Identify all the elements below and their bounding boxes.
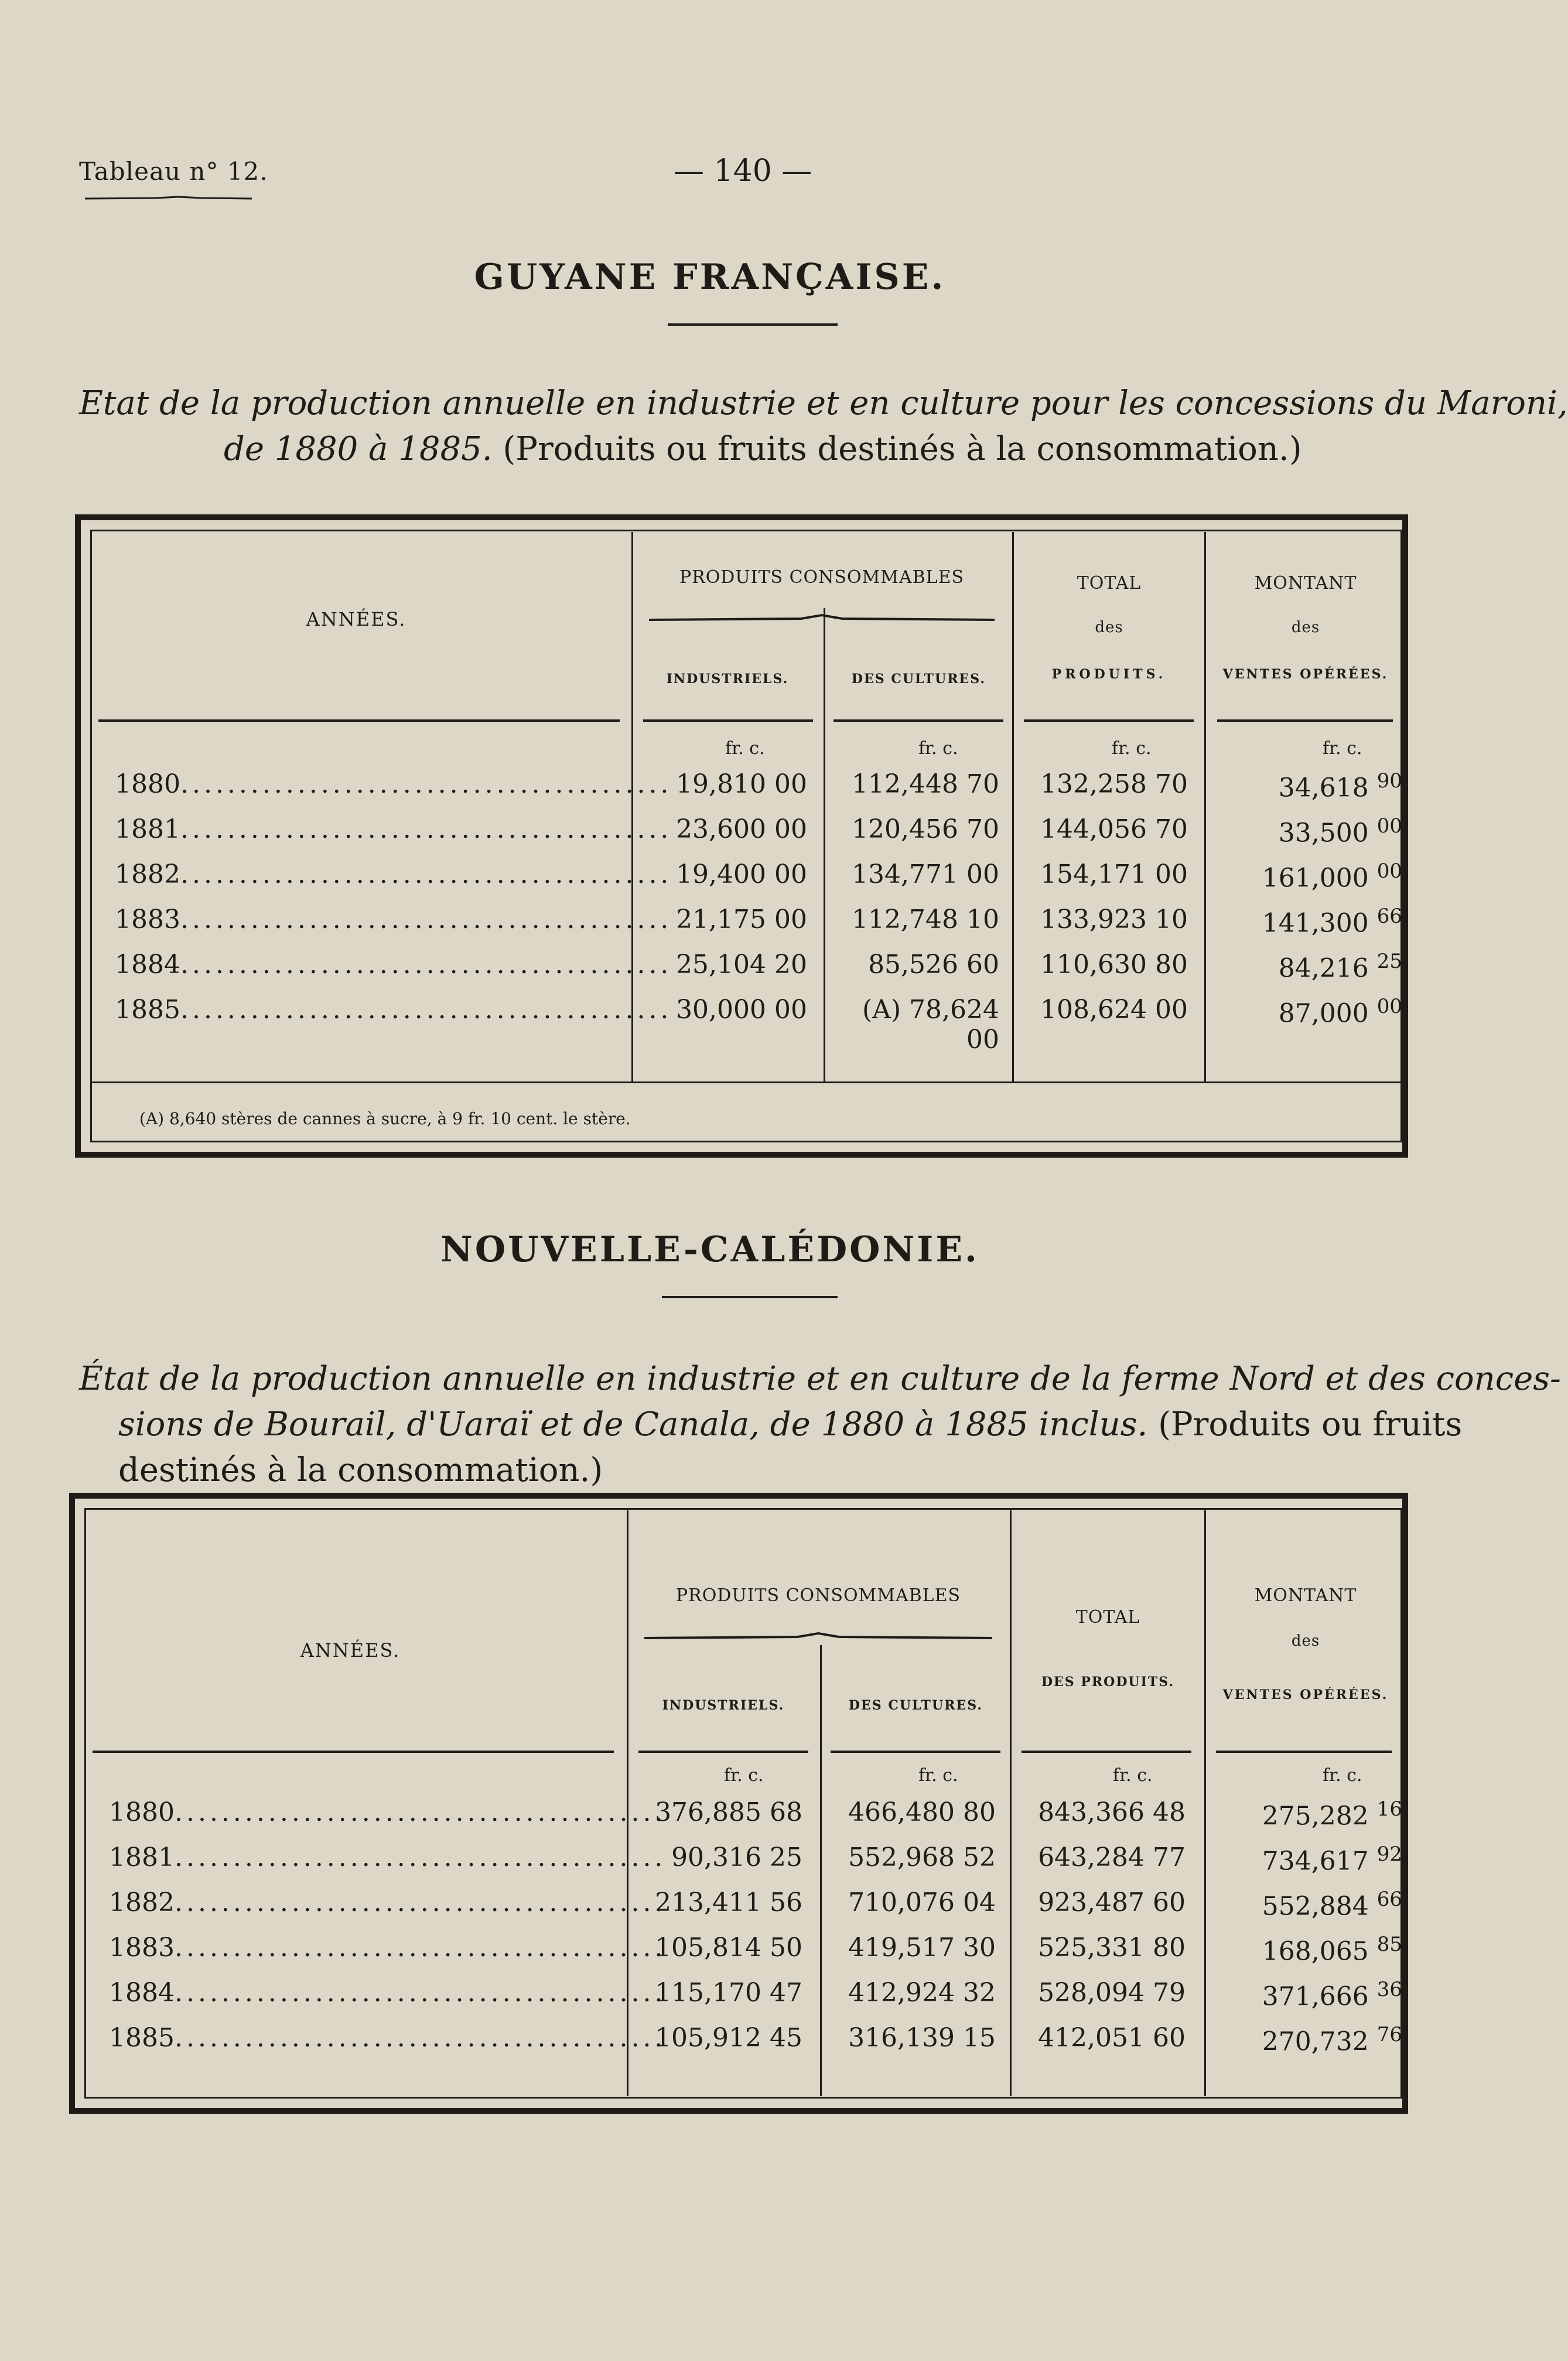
cell-montant: 87,000 $^{00}$ <box>1278 995 1402 1029</box>
cell-industriels: 105,912 45 <box>655 2023 802 2053</box>
caption-line-3: destinés à la consommation.) <box>118 1451 603 1489</box>
cell-total: 132,258 70 <box>1040 769 1188 799</box>
header-montant: MONTANT <box>1254 1585 1357 1606</box>
cell-cultures: 120,456 70 <box>852 814 999 844</box>
caption-dates: sions de Bourail, d'Uaraï et de Canala, de 1880 à 1885 inclus. <box>118 1405 1148 1444</box>
header-underline <box>638 1751 808 1753</box>
header-years: ANNÉES. <box>306 608 406 630</box>
header-underline <box>833 719 1003 722</box>
cell-industriels: 19,400 00 <box>676 859 807 889</box>
cell-industriels: 25,104 20 <box>676 950 807 980</box>
header-group: PRODUITS CONSOMMABLES <box>679 567 965 588</box>
header-total-produits: DES PRODUITS. <box>1041 1674 1175 1690</box>
row-year: 1880.......................................... <box>115 769 672 799</box>
cell-total: 843,366 48 <box>1038 1797 1186 1827</box>
cell-cultures: (A) 78,624 00 <box>862 995 999 1055</box>
cell-industriels: 21,175 00 <box>676 905 807 934</box>
header-montant-des: des <box>1291 619 1320 636</box>
unit-label: fr. c. <box>1112 738 1152 759</box>
row-year: 1884.......................................... <box>115 950 672 980</box>
cell-industriels: 23,600 00 <box>676 814 807 844</box>
cell-montant: 552,884 $^{66}$ <box>1262 1888 1402 1922</box>
row-year: 1882.......................................... <box>115 859 672 889</box>
table-caledonie <box>69 1493 1408 2114</box>
page-number: — 140 — <box>674 153 812 189</box>
header-underline <box>1022 1751 1191 1753</box>
cell-cultures: 412,924 32 <box>848 1978 996 2008</box>
cell-montant: 141,300 $^{66}$ <box>1262 905 1402 939</box>
header-industriels: INDUSTRIELS. <box>666 671 789 687</box>
cell-industriels: 213,411 56 <box>655 1888 802 1918</box>
unit-label: fr. c. <box>1323 738 1362 759</box>
unit-label: fr. c. <box>918 1765 958 1786</box>
cell-cultures: 552,968 52 <box>848 1843 996 1872</box>
cell-montant: 33,500 $^{00}$ <box>1278 814 1402 848</box>
caption-line-1: État de la production annuelle en industrie et en culture de la ferme Nord et des conces- <box>79 1360 1561 1398</box>
caption-note: (Produits ou fruits <box>1158 1405 1463 1444</box>
cell-montant: 161,000 $^{00}$ <box>1262 859 1402 893</box>
header-industriels: INDUSTRIELS. <box>662 1698 785 1713</box>
unit-label: fr. c. <box>918 738 958 759</box>
header-underline <box>93 1751 614 1753</box>
header-underline <box>1217 719 1393 722</box>
cell-total: 525,331 80 <box>1038 1933 1186 1963</box>
row-year: 1884.......................................... <box>109 1978 667 2008</box>
header-underline <box>643 719 813 722</box>
header-montant-ventes: VENTES OPÉRÉES. <box>1222 1687 1389 1702</box>
header-montant: MONTANT <box>1254 573 1357 593</box>
cell-montant: 168,065 $^{85}$ <box>1262 1933 1402 1967</box>
header-years: ANNÉES. <box>300 1639 401 1661</box>
cell-cultures: 112,448 70 <box>852 769 999 799</box>
cell-cultures: 112,748 10 <box>852 905 999 934</box>
cell-industriels: 105,814 50 <box>655 1933 802 1963</box>
unit-label: fr. c. <box>724 1765 764 1786</box>
cell-cultures: 466,480 80 <box>848 1797 996 1827</box>
header-underline <box>1216 1751 1392 1753</box>
row-year: 1885.......................................... <box>115 995 672 1025</box>
cell-cultures: 316,139 15 <box>848 2023 996 2053</box>
cell-total: 108,624 00 <box>1040 995 1188 1025</box>
caption-note: (Produits ou fruits destinés à la consommation.) <box>503 430 1302 468</box>
cell-industriels: 19,810 00 <box>676 769 807 799</box>
header-cultures: DES CULTURES. <box>848 1698 983 1713</box>
title-rule <box>668 323 838 326</box>
row-year: 1881.......................................... <box>109 1843 667 1872</box>
header-underline <box>1024 719 1194 722</box>
header-montant-des: des <box>1291 1632 1320 1650</box>
caption-dates: de 1880 à 1885. <box>224 430 493 468</box>
cell-montant: 34,618 $^{90}$ <box>1278 769 1402 803</box>
cell-industriels: 90,316 25 <box>671 1843 802 1872</box>
cell-montant: 270,732 $^{76}$ <box>1262 2023 1402 2057</box>
header-cultures: DES CULTURES. <box>851 671 986 687</box>
unit-label: fr. c. <box>725 738 765 759</box>
running-head-left: Tableau n° 12. <box>79 157 268 186</box>
caption-line-1: Etat de la production annuelle en industrie et en culture pour les concessions du Maroni, <box>79 384 1568 422</box>
title-rule <box>662 1296 838 1298</box>
cell-total: 643,284 77 <box>1038 1843 1186 1872</box>
header-group: PRODUITS CONSOMMABLES <box>675 1585 961 1606</box>
row-year: 1881.......................................... <box>115 814 672 844</box>
cell-montant: 84,216 $^{25}$ <box>1278 950 1402 984</box>
ornamental-rule <box>85 197 252 200</box>
header-montant-ventes: VENTES OPÉRÉES. <box>1222 667 1389 682</box>
footnote: (A) 8,640 stères de cannes à sucre, à 9 fr. 10 cent. le stère. <box>139 1109 631 1128</box>
cell-cultures: 419,517 30 <box>848 1933 996 1963</box>
cell-cultures: 134,771 00 <box>852 859 999 889</box>
header-total: TOTAL <box>1075 1607 1140 1628</box>
header-total-produits: PRODUITS. <box>1051 667 1167 682</box>
footnote-rule <box>90 1081 1402 1083</box>
row-year: 1880.......................................... <box>109 1797 667 1827</box>
row-year: 1882.......................................... <box>109 1888 667 1918</box>
section-title-guyane: GUYANE FRANÇAISE. <box>474 257 946 298</box>
cell-industriels: 115,170 47 <box>655 1978 802 2008</box>
cell-total: 144,056 70 <box>1040 814 1188 844</box>
row-year: 1885.......................................... <box>109 2023 667 2053</box>
cell-total: 528,094 79 <box>1038 1978 1186 2008</box>
cell-total: 133,923 10 <box>1040 905 1188 934</box>
header-total-des: des <box>1095 619 1123 636</box>
row-year: 1883.......................................... <box>115 905 672 934</box>
cell-total: 154,171 00 <box>1040 859 1188 889</box>
header-underline <box>98 719 620 722</box>
unit-label: fr. c. <box>1323 1765 1362 1786</box>
cell-montant: 734,617 $^{92}$ <box>1262 1843 1402 1876</box>
caption-line-2 <box>224 427 1302 472</box>
header-brace <box>644 1633 992 1642</box>
cell-total: 923,487 60 <box>1038 1888 1186 1918</box>
cell-total: 110,630 80 <box>1040 950 1188 980</box>
cell-montant: 371,666 $^{36}$ <box>1262 1978 1402 2012</box>
header-total: TOTAL <box>1077 573 1142 593</box>
caption-line-2 <box>118 1402 1463 1448</box>
unit-label: fr. c. <box>1113 1765 1153 1786</box>
row-year: 1883.......................................... <box>109 1933 667 1963</box>
table-guyane <box>75 514 1408 1158</box>
cell-industriels: 30,000 00 <box>676 995 807 1025</box>
cell-montant: 275,282 $^{16}$ <box>1262 1797 1402 1831</box>
cell-cultures: 85,526 60 <box>868 950 999 980</box>
header-underline <box>831 1751 1000 1753</box>
cell-industriels: 376,885 68 <box>655 1797 802 1827</box>
section-title-caledonie: NOUVELLE-CALÉDONIE. <box>440 1229 979 1270</box>
cell-total: 412,051 60 <box>1038 2023 1186 2053</box>
header-brace <box>649 615 995 623</box>
cell-cultures: 710,076 04 <box>848 1888 996 1918</box>
